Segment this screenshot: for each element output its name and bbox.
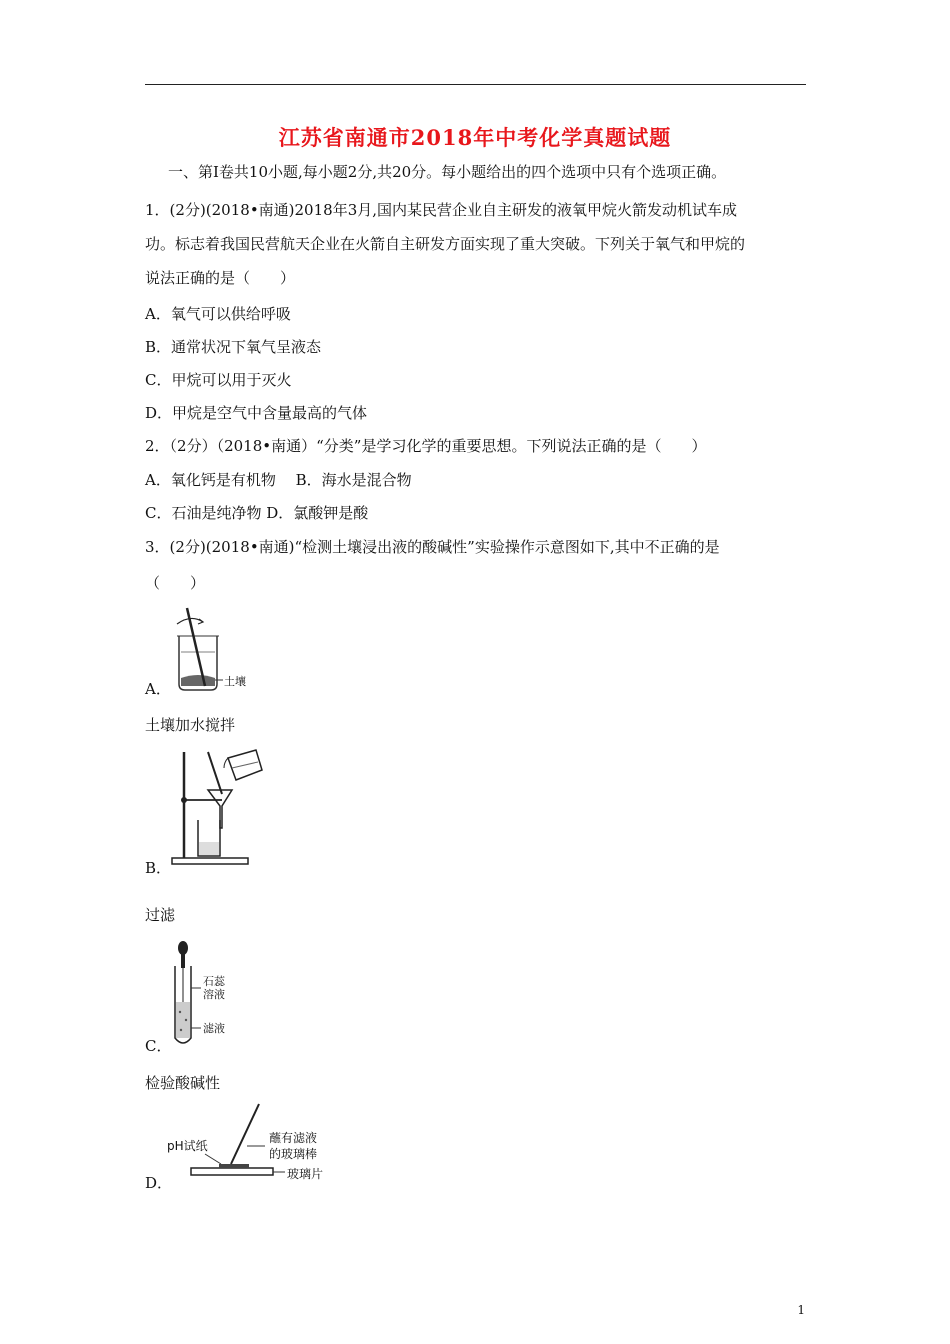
q2-options-row-1: A．氧化钙是有机物 B．海水是混合物 [145, 471, 412, 489]
figure-d-label-rod-1: 蘸有滤液 [269, 1131, 318, 1145]
figure-c-label-solution: 溶液 [203, 988, 225, 1001]
q3-option-c-caption: 检验酸碱性 [145, 1074, 221, 1092]
q3-stem-line-2: （ ） [145, 574, 206, 592]
q1-option-b: B．通常状况下氧气呈液态 [145, 338, 322, 356]
figure-c-label-filtrate: 滤液 [203, 1022, 225, 1035]
q3-option-b-letter: B． [145, 859, 172, 877]
q3-option-a-letter: A． [145, 680, 171, 698]
page-title: 江苏省南通市2018年中考化学真题试题 [278, 125, 672, 150]
figure-c-label-litmus: 石蕊 [203, 975, 225, 988]
q3-stem-line-1: 3．(2分)(2018•南通)“检测土壤浸出液的酸碱性”实验操作示意图如下,其中不正确的是 [145, 538, 720, 556]
q3-option-b-caption: 过滤 [145, 906, 176, 924]
figure-d-label-rod-2: 的玻璃棒 [269, 1147, 318, 1161]
q1-option-d: D．甲烷是空气中含量最高的气体 [145, 404, 368, 422]
figure-d-label-ph-paper: pH试纸 [167, 1139, 208, 1153]
q3-option-c-letter: C． [145, 1037, 172, 1055]
q3-option-d-letter: D． [145, 1174, 173, 1192]
figure-a-stirring [165, 606, 255, 692]
q1-stem-line-2: 功。标志着我国民营航天企业在火箭自主研发方面实现了重大突破。下列关于氧气和甲烷的 [145, 235, 746, 253]
figure-d-label-glass-slide: 玻璃片 [287, 1167, 324, 1181]
q1-stem-line-3: 说法正确的是（ ） [145, 269, 296, 287]
figure-d-ph-paper [165, 1102, 355, 1188]
page-number: 1 [797, 1303, 805, 1317]
q3-option-a-caption: 土壤加水搅拌 [145, 716, 236, 734]
section-intro: 一、第Ⅰ卷共10小题,每小题2分,共20分。每小题给出的四个选项中只有个选项正确。 [168, 163, 727, 181]
figure-a-label-soil: 土壤 [224, 675, 246, 688]
q1-option-a: A．氧气可以供给呼吸 [145, 305, 291, 323]
q1-option-c: C．甲烷可以用于灭火 [145, 371, 292, 389]
figure-b-filtration [170, 748, 270, 866]
q2-options-row-2: C．石油是纯净物 D．氯酸钾是酸 [145, 504, 369, 522]
header-rule [145, 84, 806, 85]
figure-c-test-tube [165, 940, 245, 1048]
q2-stem: 2．（2分）（2018•南通）“分类”是学习化学的重要思想。下列说法正确的是（ ） [145, 437, 707, 455]
q1-stem-line-1: 1．(2分)(2018•南通)2018年3月,国内某民营企业自主研发的液氧甲烷火箭发动机试车成 [145, 201, 738, 219]
